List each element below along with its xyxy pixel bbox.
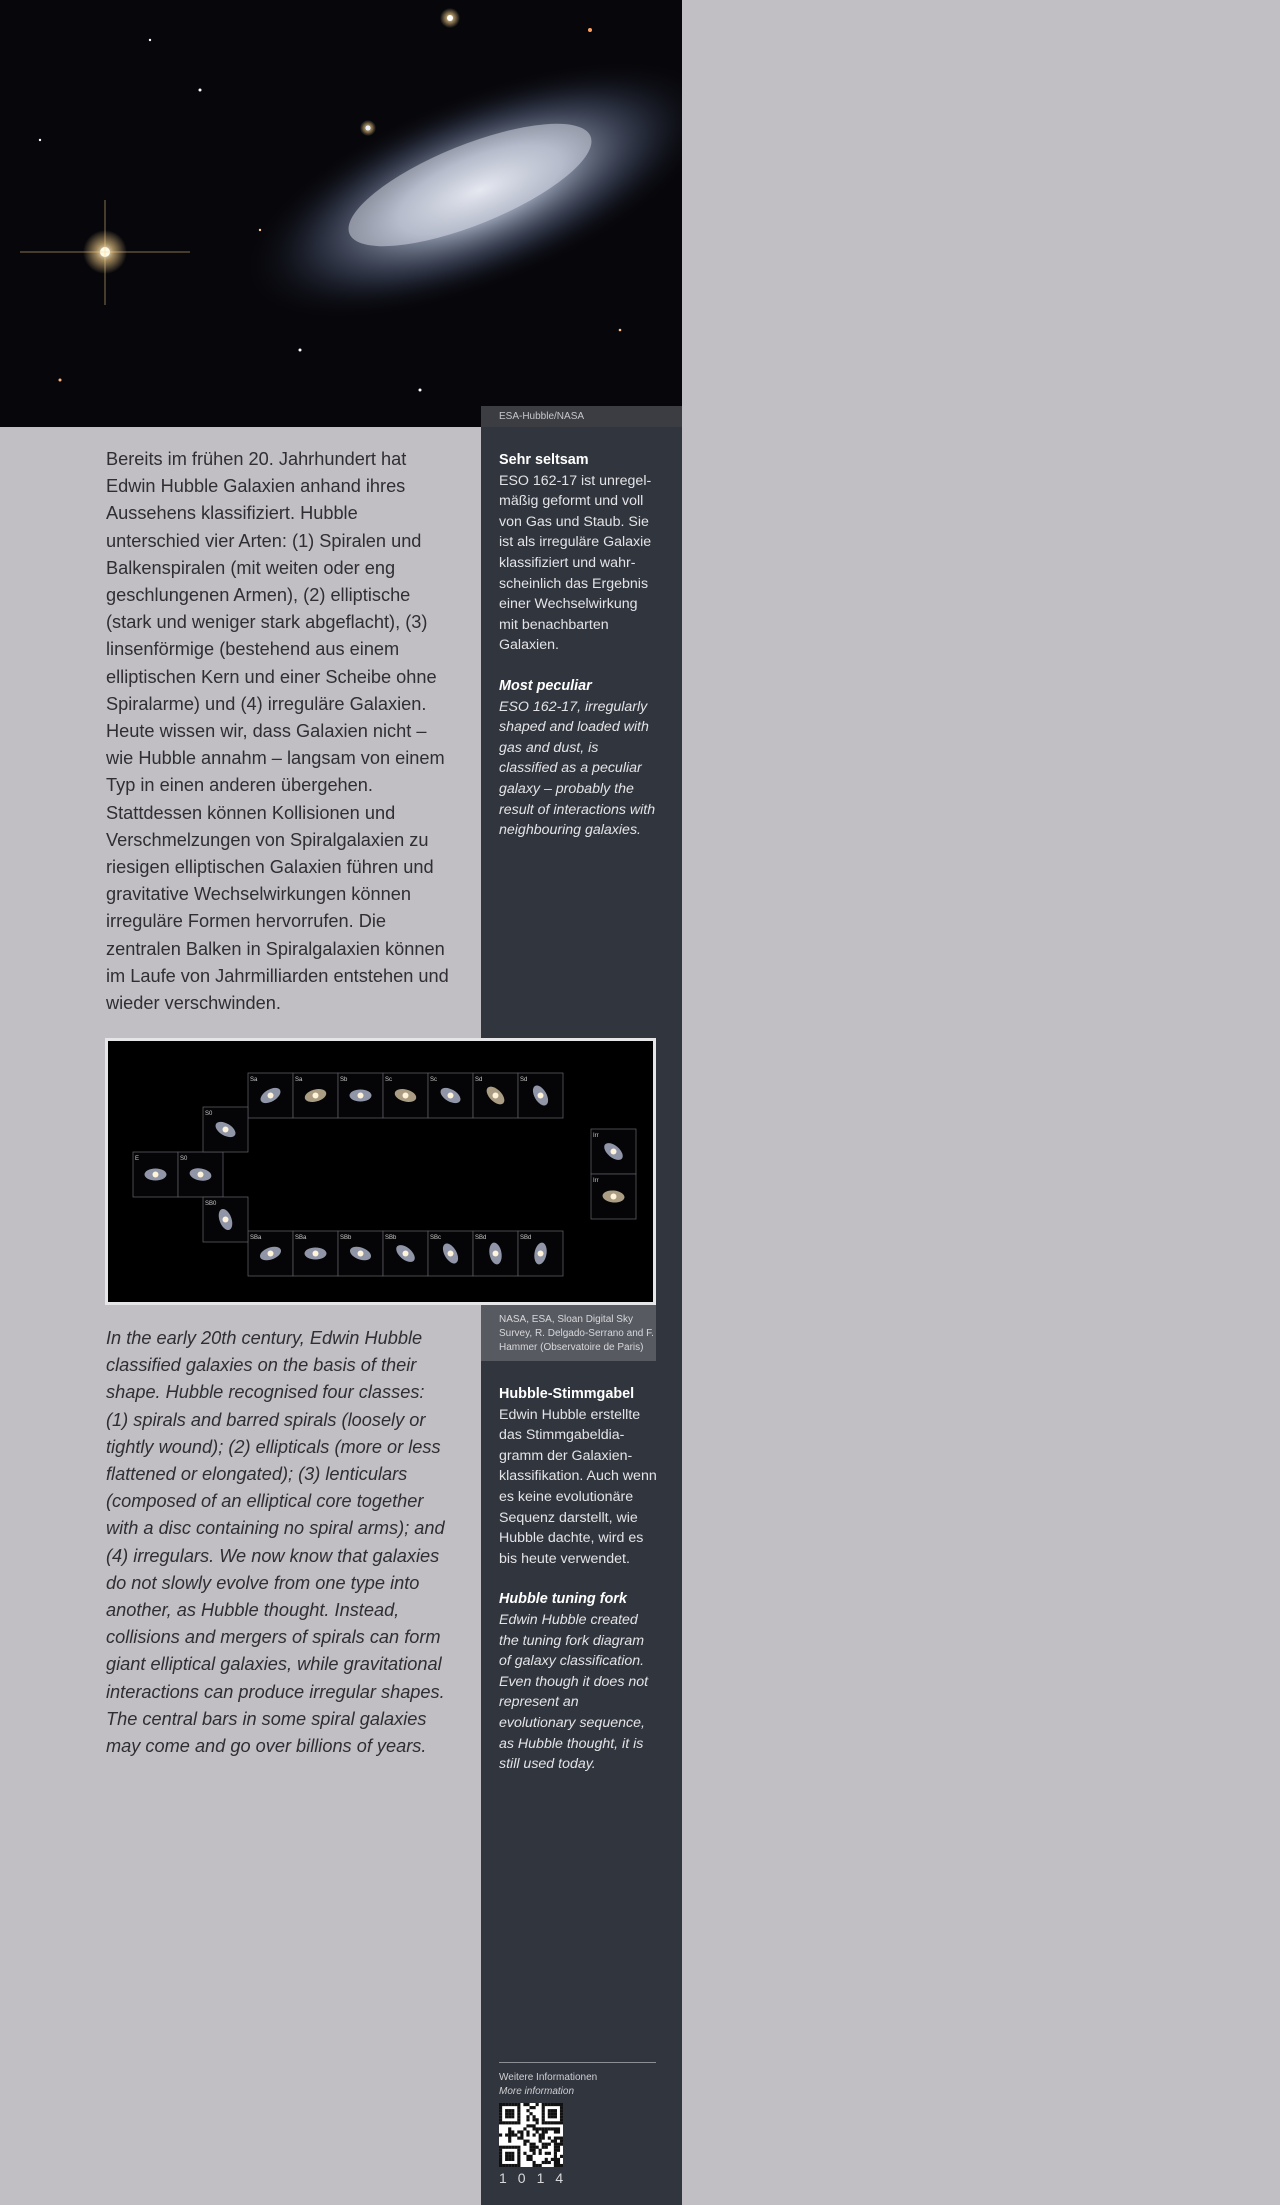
- fork-cell-top: [338, 1073, 383, 1118]
- main-text-german: Bereits im frühen 20. Jahrhundert hat Edwin Hubble Galaxien anhand ihres Aussehens klassifiziert. Hubble unterschied vier Arten: (1) Spiralen und Balkenspiralen (mit weiten oder eng geschlungenen Armen), (2) elliptische (stark und weniger stark abgeflacht), (3) linsenförmige (bestehend aus einem elliptischen Kern und einer Scheibe ohne Spiralarme) und (4) irreguläre Galaxien. Heute wissen wir, dass Galaxien nicht – wie Hubble annahm – langsam von einem Typ in einen anderen übergehen. Stattdessen können Kollisionen und Verschmelzungen von Spiralgalaxien zu riesigen elliptischen Galaxien führen und gravitative Wechselwirkungen können irreguläre Formen hervorrufen. Die zentralen Balken in Spiralgalaxien können im Laufe von Jahrmilliarden entstehen und wieder verschwinden.: [106, 449, 449, 1014]
- svg-text:SB0: SB0: [205, 1201, 217, 1207]
- sidebar-block-peculiar: [499, 450, 659, 841]
- svg-text:Sb: Sb: [340, 1077, 348, 1083]
- tuning-fork-text-de: Edwin Hubble erstellte das Stimmgabeldiagramm der Galaxienklassifikation. Auch wenn es keine evolutionäre Sequenz darstellt, wie Hubble dachte, wird es bis heute verwendet.: [499, 1406, 657, 1567]
- tuning-fork-title-en: Hubble tuning fork: [499, 1591, 627, 1608]
- fork-cell-top: [248, 1073, 293, 1118]
- svg-text:SBb: SBb: [340, 1235, 352, 1241]
- qr-code-icon[interactable]: [499, 2103, 563, 2167]
- fork-cell-top: [473, 1073, 518, 1118]
- fork-cell-elliptical: [133, 1152, 178, 1197]
- svg-text:Sa: Sa: [295, 1077, 303, 1083]
- svg-text:SBa: SBa: [295, 1235, 307, 1241]
- fork-cell-bottom: [338, 1231, 383, 1276]
- svg-text:SBb: SBb: [385, 1235, 397, 1241]
- svg-text:S0: S0: [180, 1156, 188, 1162]
- tuning-fork-diagram: [105, 1038, 656, 1305]
- fork-cell-irregular: [591, 1129, 636, 1174]
- tuning-fork-svg: [108, 1041, 653, 1302]
- fork-cell-top: [293, 1073, 338, 1118]
- exhibit-code: 1014: [499, 2170, 575, 2186]
- fork-cell-bottom: [473, 1231, 518, 1276]
- svg-text:Sc: Sc: [385, 1077, 393, 1083]
- peculiar-text-de: ESO 162-17 ist unregelmäßig geformt und voll von Gas und Staub. Sie ist als irreguläre Galaxie klassifiziert und wahrscheinlich das Ergebnis einer Wechselwirkung mit benachbarten Galaxien.: [499, 472, 652, 654]
- svg-text:Irr: Irr: [593, 1133, 599, 1139]
- fork-cell-lenticular-top: [203, 1107, 248, 1152]
- fork-cell-lenticular-bottom: [203, 1197, 248, 1242]
- peculiar-title-en: Most peculiar: [499, 677, 592, 694]
- svg-text:Sc: Sc: [430, 1077, 438, 1083]
- fork-cell-top: [383, 1073, 428, 1118]
- more-information: [499, 2062, 656, 2099]
- peculiar-title-de: Sehr seltsam: [499, 452, 589, 468]
- sidebar-block-tuning-fork: [499, 1384, 659, 1775]
- svg-text:Sa: Sa: [250, 1077, 258, 1083]
- svg-text:SBd: SBd: [520, 1235, 532, 1241]
- galaxy-illustration: [0, 0, 682, 427]
- svg-text:E: E: [135, 1156, 140, 1162]
- fork-cell-lenticular: [178, 1152, 223, 1197]
- tuning-fork-credit: NASA, ESA, Sloan Digital Sky Survey, R. Delgado-Serrano and F. Hammer (Observatoire de Paris): [481, 1305, 656, 1361]
- peculiar-text-en: ESO 162-17, irregularly shaped and loaded with gas and dust, is classified as a peculiar galaxy – probably the result of interactions with neighbouring galaxies.: [499, 698, 656, 839]
- svg-text:Sd: Sd: [520, 1077, 528, 1083]
- fork-cell-bottom: [383, 1231, 428, 1276]
- fork-cell-bottom: [518, 1231, 563, 1276]
- fork-cell-irregular: [591, 1174, 636, 1219]
- svg-text:Irr: Irr: [593, 1178, 599, 1184]
- hero-credit: ESA-Hubble/NASA: [481, 406, 682, 427]
- fork-cell-bottom: [293, 1231, 338, 1276]
- svg-text:SBd: SBd: [475, 1235, 487, 1241]
- tuning-fork-text-en: Edwin Hubble created the tuning fork diagram of galaxy classification. Even though it does not represent an evolutionary sequence, as Hubble thought, it is still used today.: [499, 1611, 649, 1773]
- fork-cell-top: [518, 1073, 563, 1118]
- hero-galaxy-image: [0, 0, 682, 427]
- main-text-english: In the early 20th century, Edwin Hubble classified galaxies on the basis of their shape. Hubble recognised four classes: (1) spirals and barred spirals (loosely or tightly wound); (2) ellipticals (more or less flattened or elongated); (3) lenticulars (composed of an elliptical core together with a disc containing no spiral arms); and (4) irregulars. We now know that galaxies do not slowly evolve from one type into another, as Hubble thought. Instead, collisions and mergers of spirals can form giant elliptical galaxies, while gravitational interactions can produce irregular shapes. The central bars in some spiral galaxies may come and go over billions of years.: [106, 1328, 445, 1757]
- svg-text:Sd: Sd: [475, 1077, 483, 1083]
- svg-text:S0: S0: [205, 1111, 213, 1117]
- more-info-label-de: Weitere Informationen: [499, 2072, 598, 2083]
- fork-cell-bottom: [428, 1231, 473, 1276]
- fork-cell-bottom: [248, 1231, 293, 1276]
- fork-cell-top: [428, 1073, 473, 1118]
- more-info-label-en: More information: [499, 2086, 575, 2097]
- svg-text:SBc: SBc: [430, 1235, 442, 1241]
- svg-text:SBa: SBa: [250, 1235, 262, 1241]
- qr-code-graphic: [499, 2103, 563, 2167]
- tuning-fork-title-de: Hubble-Stimmgabel: [499, 1386, 635, 1402]
